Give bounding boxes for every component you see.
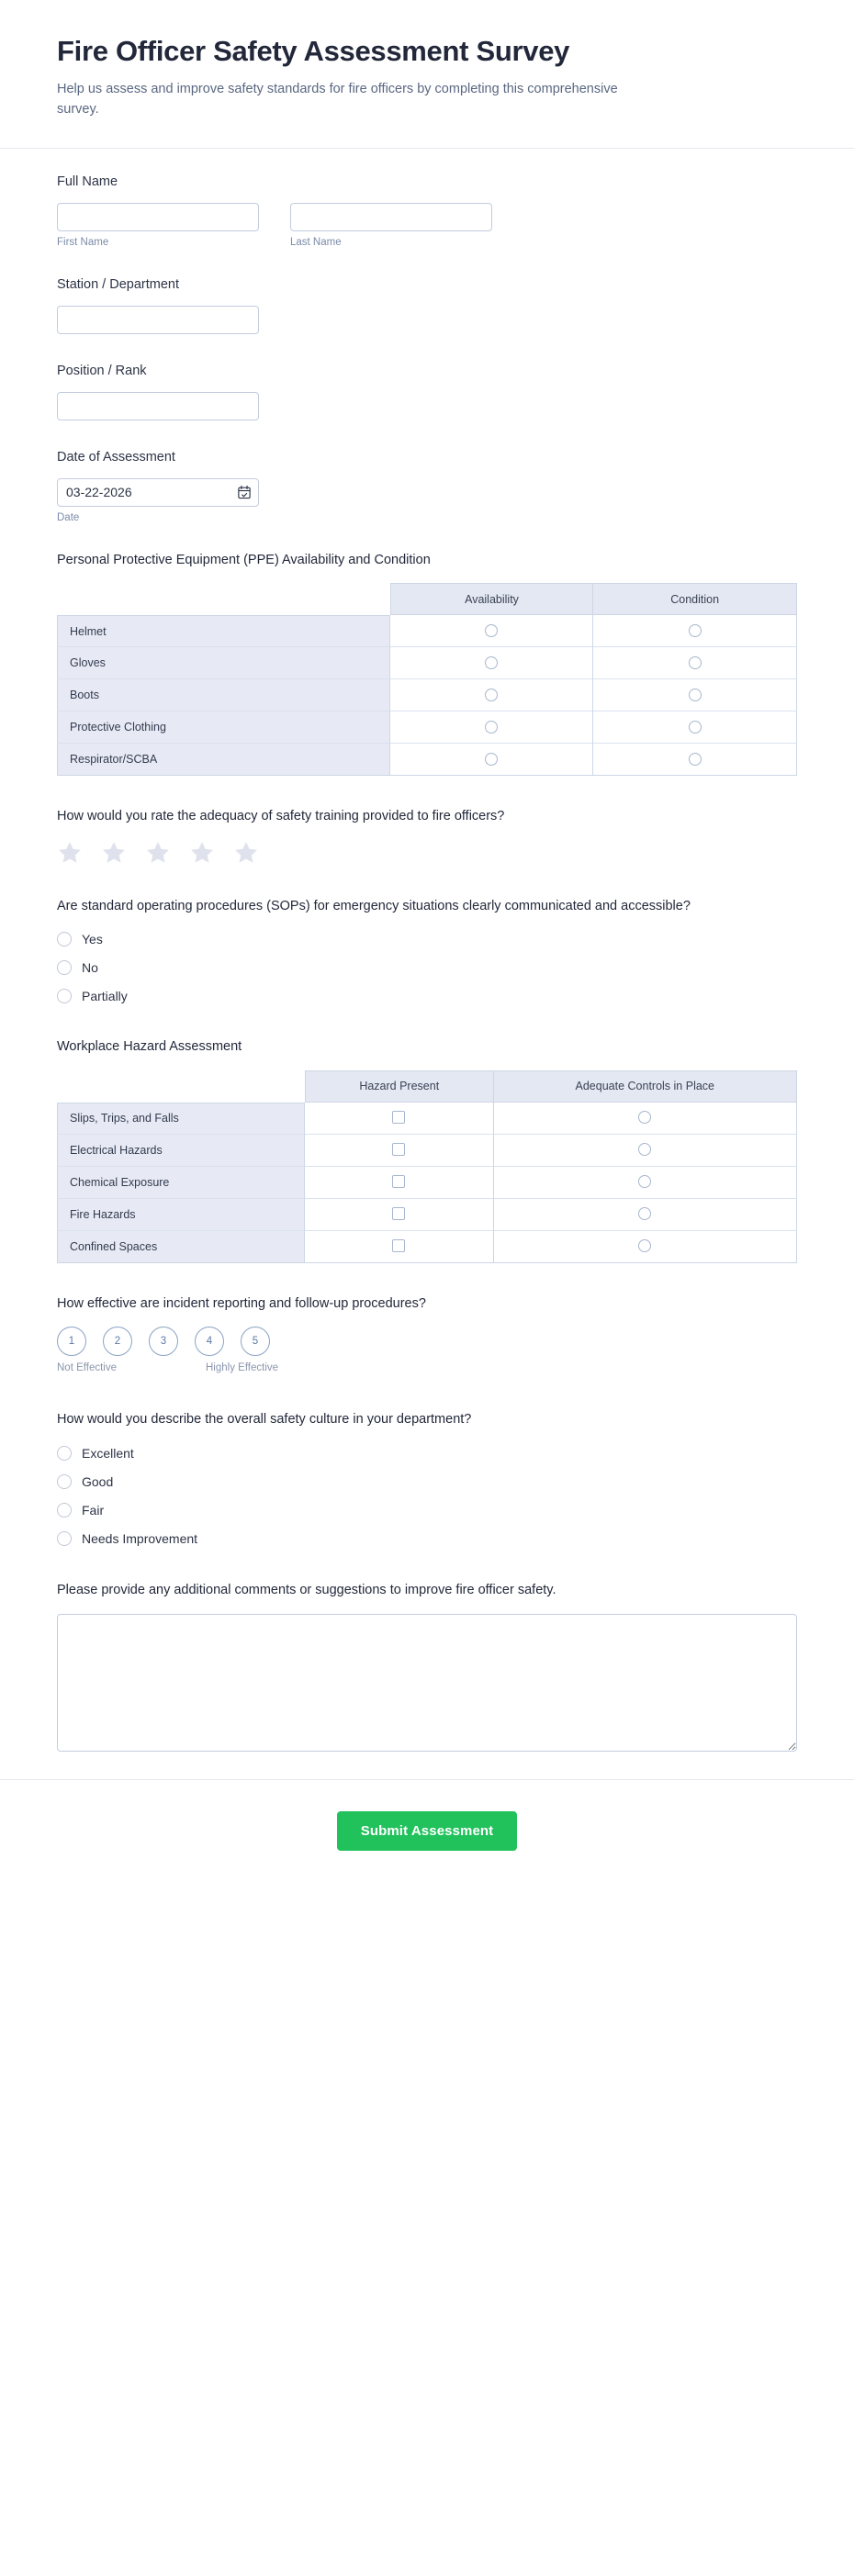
hazard-row-label: Chemical Exposure — [57, 1167, 305, 1199]
hazard-row-label: Fire Hazards — [57, 1199, 305, 1231]
ppe-row-label: Respirator/SCBA — [57, 744, 390, 776]
hazard-cell-controls[interactable] — [494, 1103, 797, 1135]
comments-question: Please provide any additional comments or suggestions to improve fire officer safety. — [57, 1583, 556, 1598]
star-icon[interactable] — [101, 840, 127, 866]
sop-option-label: No — [82, 960, 98, 976]
radio-dot[interactable] — [689, 624, 702, 637]
hazard-column-controls: Adequate Controls in Place — [494, 1070, 797, 1103]
radio-icon[interactable] — [57, 1503, 72, 1518]
scale-option-5[interactable]: 5 — [241, 1327, 270, 1356]
radio-dot[interactable] — [638, 1207, 651, 1220]
page-title: Fire Officer Safety Assessment Survey — [57, 35, 570, 67]
ppe-cell-availability[interactable] — [390, 711, 594, 744]
checkbox-icon[interactable] — [392, 1143, 405, 1156]
table-row — [57, 679, 797, 711]
hazard-matrix-block — [57, 1037, 797, 1263]
radio-dot[interactable] — [689, 689, 702, 701]
safety-culture-option-fair[interactable] — [57, 1500, 797, 1519]
radio-dot[interactable] — [485, 656, 498, 669]
table-row — [57, 744, 797, 776]
radio-dot[interactable] — [638, 1239, 651, 1252]
radio-dot[interactable] — [638, 1111, 651, 1124]
safety-culture-options — [57, 1443, 797, 1548]
radio-dot[interactable] — [485, 689, 498, 701]
radio-dot[interactable] — [689, 753, 702, 766]
field-station-department — [57, 275, 797, 334]
position-input[interactable] — [57, 392, 259, 420]
date-label: Date of Assessment — [57, 449, 175, 465]
field-position-rank — [57, 362, 797, 420]
ppe-cell-condition[interactable] — [593, 744, 797, 776]
incident-scale-question: How effective are incident reporting and follow-up procedures? — [57, 1295, 426, 1311]
hazard-matrix-label: Workplace Hazard Assessment — [57, 1038, 242, 1054]
table-row — [57, 1199, 797, 1231]
incident-scale — [57, 1327, 797, 1377]
safety-culture-option-label: Excellent — [82, 1445, 134, 1461]
radio-dot[interactable] — [638, 1175, 651, 1188]
safety-culture-option-good[interactable] — [57, 1472, 797, 1491]
submit-assessment-button[interactable]: Submit Assessment — [337, 1811, 518, 1851]
ppe-matrix-header-row — [57, 583, 797, 615]
ppe-cell-availability[interactable] — [390, 744, 594, 776]
hazard-row-label: Confined Spaces — [57, 1231, 305, 1263]
safety-culture-option-excellent[interactable] — [57, 1443, 797, 1462]
safety-culture-option-label: Good — [82, 1473, 114, 1489]
form-footer — [0, 1779, 854, 1906]
table-row — [57, 647, 797, 679]
checkbox-icon[interactable] — [392, 1175, 405, 1188]
ppe-column-availability: Availability — [390, 583, 594, 615]
training-rating-block — [57, 807, 797, 866]
checkbox-icon[interactable] — [392, 1239, 405, 1252]
sop-option-no[interactable] — [57, 958, 797, 978]
hazard-cell-present[interactable] — [305, 1199, 494, 1231]
form-header — [0, 0, 854, 149]
ppe-row-label: Boots — [57, 679, 390, 711]
checkbox-icon[interactable] — [392, 1111, 405, 1124]
training-rating-question: How would you rate the adequacy of safety training provided to fire officers? — [57, 809, 505, 824]
safety-culture-option-label: Fair — [82, 1502, 105, 1518]
first-name-sublabel: First Name — [57, 236, 109, 248]
hazard-cell-present[interactable] — [305, 1135, 494, 1167]
hazard-cell-present[interactable] — [305, 1167, 494, 1199]
table-row — [57, 1103, 797, 1135]
hazard-row-label: Electrical Hazards — [57, 1135, 305, 1167]
first-name-input[interactable] — [57, 203, 259, 231]
ppe-cell-condition[interactable] — [593, 647, 797, 679]
star-icon[interactable] — [145, 840, 171, 866]
last-name-input[interactable] — [290, 203, 492, 231]
ppe-cell-condition[interactable] — [593, 615, 797, 647]
comments-block — [57, 1581, 797, 1752]
radio-dot[interactable] — [485, 721, 498, 734]
sop-option-label: Yes — [82, 932, 103, 947]
radio-dot[interactable] — [638, 1143, 651, 1156]
table-row — [57, 1135, 797, 1167]
ppe-cell-availability[interactable] — [390, 647, 594, 679]
table-row — [57, 711, 797, 744]
safety-culture-option-label: Needs Improvement — [82, 1530, 198, 1546]
date-sublabel: Date — [57, 511, 80, 523]
radio-icon[interactable] — [57, 1531, 72, 1546]
radio-icon[interactable] — [57, 1474, 72, 1489]
page-subtitle: Help us assess and improve safety standards for fire officers by completing this comprehensive survey. — [57, 81, 618, 118]
radio-dot[interactable] — [485, 624, 498, 637]
scale-option-2[interactable]: 2 — [103, 1327, 132, 1356]
hazard-matrix-corner — [57, 1070, 305, 1103]
last-name-group — [290, 203, 492, 248]
radio-dot[interactable] — [689, 656, 702, 669]
star-rating[interactable] — [57, 840, 797, 866]
radio-icon[interactable] — [57, 960, 72, 975]
star-icon[interactable] — [189, 840, 215, 866]
hazard-cell-controls[interactable] — [494, 1167, 797, 1199]
field-full-name — [57, 173, 797, 248]
ppe-matrix-block — [57, 551, 797, 777]
scale-low-label: Not Effective — [57, 1362, 117, 1374]
hazard-matrix-table — [57, 1070, 797, 1263]
field-date-of-assessment — [57, 448, 797, 523]
ppe-matrix-body — [57, 615, 797, 776]
star-icon[interactable] — [57, 840, 83, 866]
safety-culture-question: How would you describe the overall safety culture in your department? — [57, 1412, 472, 1428]
full-name-label: Full Name — [57, 174, 118, 189]
hazard-column-present: Hazard Present — [305, 1070, 494, 1103]
table-row — [57, 615, 797, 647]
position-label: Position / Rank — [57, 363, 147, 378]
sop-option-partially[interactable] — [57, 987, 797, 1006]
ppe-cell-condition[interactable] — [593, 711, 797, 744]
hazard-row-label: Slips, Trips, and Falls — [57, 1103, 305, 1135]
star-icon[interactable] — [233, 840, 259, 866]
radio-icon[interactable] — [57, 989, 72, 1003]
scale-high-label: Highly Effective — [206, 1362, 279, 1374]
sop-options — [57, 930, 797, 1006]
sop-question-block — [57, 897, 797, 1006]
hazard-matrix-body — [57, 1103, 797, 1263]
hazard-cell-controls[interactable] — [494, 1199, 797, 1231]
table-row — [57, 1231, 797, 1263]
form-body — [0, 149, 854, 1779]
station-input[interactable] — [57, 306, 259, 334]
hazard-matrix-header-row — [57, 1070, 797, 1103]
table-row — [57, 1167, 797, 1199]
sop-question: Are standard operating procedures (SOPs) for emergency situations clearly communicated and accessible? — [57, 899, 691, 914]
ppe-column-condition: Condition — [593, 583, 797, 615]
comments-textarea[interactable] — [57, 1614, 797, 1752]
ppe-row-label: Gloves — [57, 647, 390, 679]
ppe-matrix-label: Personal Protective Equipment (PPE) Availability and Condition — [57, 552, 431, 567]
station-label: Station / Department — [57, 276, 179, 292]
safety-culture-option-needs-improvement[interactable] — [57, 1529, 797, 1548]
ppe-cell-availability[interactable] — [390, 679, 594, 711]
checkbox-icon[interactable] — [392, 1207, 405, 1220]
hazard-cell-controls[interactable] — [494, 1231, 797, 1263]
radio-icon[interactable] — [57, 932, 72, 946]
ppe-matrix-table — [57, 583, 797, 776]
scale-option-3[interactable]: 3 — [149, 1327, 178, 1356]
sop-option-label: Partially — [82, 989, 128, 1004]
radio-dot[interactable] — [485, 753, 498, 766]
last-name-sublabel: Last Name — [290, 236, 342, 248]
ppe-cell-condition[interactable] — [593, 679, 797, 711]
sop-option-yes[interactable] — [57, 930, 797, 949]
hazard-cell-present[interactable] — [305, 1103, 494, 1135]
ppe-row-label: Protective Clothing — [57, 711, 390, 744]
ppe-row-label: Helmet — [57, 615, 390, 647]
date-input[interactable] — [57, 478, 259, 507]
ppe-matrix-corner — [57, 583, 390, 615]
safety-culture-block — [57, 1410, 797, 1548]
scale-option-1[interactable]: 1 — [57, 1327, 86, 1356]
radio-icon[interactable] — [57, 1446, 72, 1461]
incident-scale-block — [57, 1294, 797, 1378]
ppe-cell-availability[interactable] — [390, 615, 594, 647]
scale-option-4[interactable]: 4 — [195, 1327, 224, 1356]
hazard-cell-controls[interactable] — [494, 1135, 797, 1167]
hazard-cell-present[interactable] — [305, 1231, 494, 1263]
radio-dot[interactable] — [689, 721, 702, 734]
first-name-group — [57, 203, 259, 248]
